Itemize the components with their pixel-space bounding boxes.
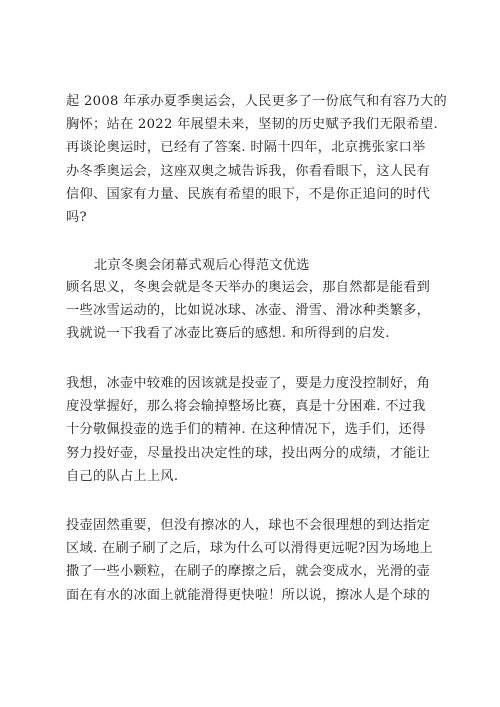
text-line: 办冬季奥运会，这座双奥之城告诉我，你看看眼下，这人民有 xyxy=(66,163,431,179)
text-line: 一些冰雪运动的，比如说冰球、冰壶、滑雪、滑冰种类繁多， xyxy=(66,303,431,319)
text-line: 撒了一些小颗粒，在刷子的摩擦之后，就会变成水，光滑的壶 xyxy=(66,564,431,580)
paragraph-sweeping xyxy=(66,514,446,607)
text-line: 信仰、国家有力量、民族有希望的眼下，不是你正追问的时代 xyxy=(66,186,431,202)
text-line: 十分敬佩投壶的选手们的精神. 在这种情况下，选手们，还得 xyxy=(66,422,426,438)
text-line: 自己的队占上上风. xyxy=(66,468,179,484)
paragraph-intro xyxy=(66,276,446,346)
text-line: 区域. 在刷子刷了之后，球为什么可以滑得更远呢?因为场地上 xyxy=(66,541,434,557)
text-line: 吗? xyxy=(66,210,87,226)
paragraph-curling-throw xyxy=(66,372,446,488)
text-line: 度没掌握好，那么将会输掉整场比赛，真是十分困难. 不过我 xyxy=(66,399,426,415)
text-line: 顾名思义，冬奥会就是冬天举办的奥运会，那自然都是能看到 xyxy=(66,280,431,295)
paragraph-olympics-reflection xyxy=(66,90,446,229)
text-line: 努力投好壶，尽量投出决定性的球，投出两分的成绩，才能让 xyxy=(66,445,431,461)
text-line: 我想，冰壶中较难的因该就是投壶了，要是力度没控制好，角 xyxy=(66,376,431,391)
text-line: 起 2008 年承办夏季奥运会，人民更多了一份底气和有容乃大的 xyxy=(66,94,447,109)
text-line: 胸怀；站在 2022 年展望未来，坚韧的历史赋予我们无限希望. xyxy=(66,117,438,133)
text-line: 面在有水的冰面上就能滑得更快啦！所以说，擦冰人是个球的 xyxy=(66,587,431,603)
text-line: 我就说一下我看了冰壶比赛后的感想. 和所得到的启发. xyxy=(66,326,390,342)
article-title: 北京冬奥会闭幕式观后心得范文优选 xyxy=(94,258,310,273)
text-line: 再谈论奥运时，已经有了答案. 时隔十四年，北京携张家口举 xyxy=(66,140,426,156)
text-line: 投壶固然重要，但没有擦冰的人，球也不会很理想的到达指定 xyxy=(66,518,431,533)
